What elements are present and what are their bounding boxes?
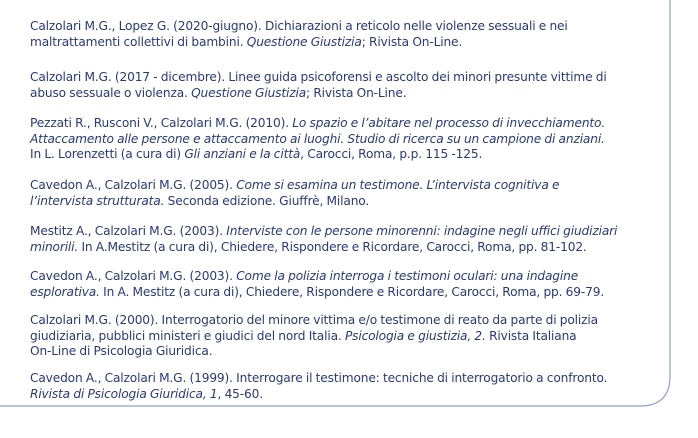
reference-italic-text: Gli anziani e la città <box>184 147 301 162</box>
reference-line <box>30 147 640 163</box>
reference-text: On-Line di Psicologia Giuridica. <box>30 344 213 359</box>
reference-text: Cavedon A., Calzolari M.G. (1999). Interrogare il testimone: tecniche di interrogatorio a confronto. <box>30 371 608 385</box>
reference-line <box>30 86 640 102</box>
reference-line <box>30 371 640 387</box>
reference-line <box>30 132 640 148</box>
reference-entry <box>30 70 640 101</box>
reference-italic-text: Come si esamina un testimone. L’intervista cognitiva e <box>236 178 560 192</box>
reference-text: Cavedon A., Calzolari M.G. (2003). <box>30 269 237 283</box>
reference-line <box>30 269 640 285</box>
reference-line <box>30 387 640 403</box>
reference-line <box>30 329 640 345</box>
reference-line <box>30 19 640 35</box>
reference-text: , Carocci, Roma, p.p. 115 -125. <box>300 147 483 162</box>
reference-text: abuso sessuale o violenza. <box>30 85 192 100</box>
reference-text: Seconda edizione. Giuffrè, Milano. <box>164 193 370 208</box>
reference-italic-text: Questione Giustizia <box>246 34 362 49</box>
reference-entry <box>30 224 640 255</box>
reference-line <box>30 224 640 240</box>
reference-text: Mestitz A., Calzolari M.G. (2003). <box>30 224 227 238</box>
reference-line <box>30 285 640 301</box>
reference-italic-text: Rivista di Psicologia Giuridica, 1 <box>30 386 218 401</box>
reference-text: ; Rivista On-Line. <box>361 34 463 49</box>
reference-italic-text: Lo spazio e l’abitare nel processo di invecchiamento. <box>292 116 606 130</box>
reference-text: Calzolari M.G. (2000). Interrogatorio del minore vittima e/o testimone di reato da parte di polizia <box>30 313 598 327</box>
reference-entry <box>30 19 640 50</box>
reference-line <box>30 178 640 194</box>
reference-text: Rivista Italiana <box>485 328 577 343</box>
reference-italic-text: esplorativa. <box>30 284 100 299</box>
reference-italic-text: minorili. <box>30 239 79 254</box>
reference-text: In A.Mestitz (a cura di), Chiedere, Rispondere e Ricordare, Carocci, Roma, pp. 81-102. <box>78 239 587 254</box>
reference-line <box>30 116 640 132</box>
reference-italic-text: Psicologia e giustizia, 2. <box>344 328 486 343</box>
reference-line <box>30 35 640 51</box>
reference-entry <box>30 313 640 360</box>
reference-entry <box>30 178 640 209</box>
reference-entry <box>30 371 640 402</box>
reference-line <box>30 240 640 256</box>
reference-text: Pezzati R., Rusconi V., Calzolari M.G. (2010). <box>30 116 293 130</box>
reference-italic-text: Attaccamento alle persone e attaccamento ai luoghi. Studio di ricerca su un campione di anziani. <box>30 131 605 146</box>
reference-text: Cavedon A., Calzolari M.G. (2005). <box>30 178 237 192</box>
reference-entry <box>30 116 640 163</box>
reference-italic-text: l’intervista strutturata. <box>30 193 165 208</box>
reference-text: Calzolari M.G., Lopez G. (2020-giugno). Dichiarazioni a reticolo nelle violenze sessuali e nei <box>30 19 568 33</box>
reference-line <box>30 344 640 360</box>
reference-italic-text: Come la polizia interroga i testimoni oculari: una indagine <box>236 269 579 283</box>
reference-line <box>30 313 640 329</box>
reference-entry <box>30 269 640 300</box>
reference-italic-text: Interviste con le persone minorenni: indagine negli uffici giudiziari <box>226 224 618 238</box>
reference-text: In L. Lorenzetti (a cura di) <box>30 147 185 162</box>
reference-text: giudiziaria, pubblici ministeri e giudici del nord Italia. <box>30 328 345 343</box>
reference-text: maltrattamenti collettivi di bambini. <box>30 34 247 49</box>
reference-line <box>30 194 640 210</box>
reference-text: ; Rivista On-Line. <box>306 85 407 100</box>
reference-text: , 45-60. <box>217 386 263 401</box>
reference-italic-text: Questione Giustizia <box>191 85 307 100</box>
reference-text: Calzolari M.G. (2017 - dicembre). Linee guida psicoforensi e ascolto dei minori presunte vittime di <box>30 70 607 84</box>
reference-line <box>30 70 640 86</box>
reference-text: In A. Mestitz (a cura di), Chiedere, Rispondere e Ricordare, Carocci, Roma, pp. 69-79. <box>99 284 605 299</box>
